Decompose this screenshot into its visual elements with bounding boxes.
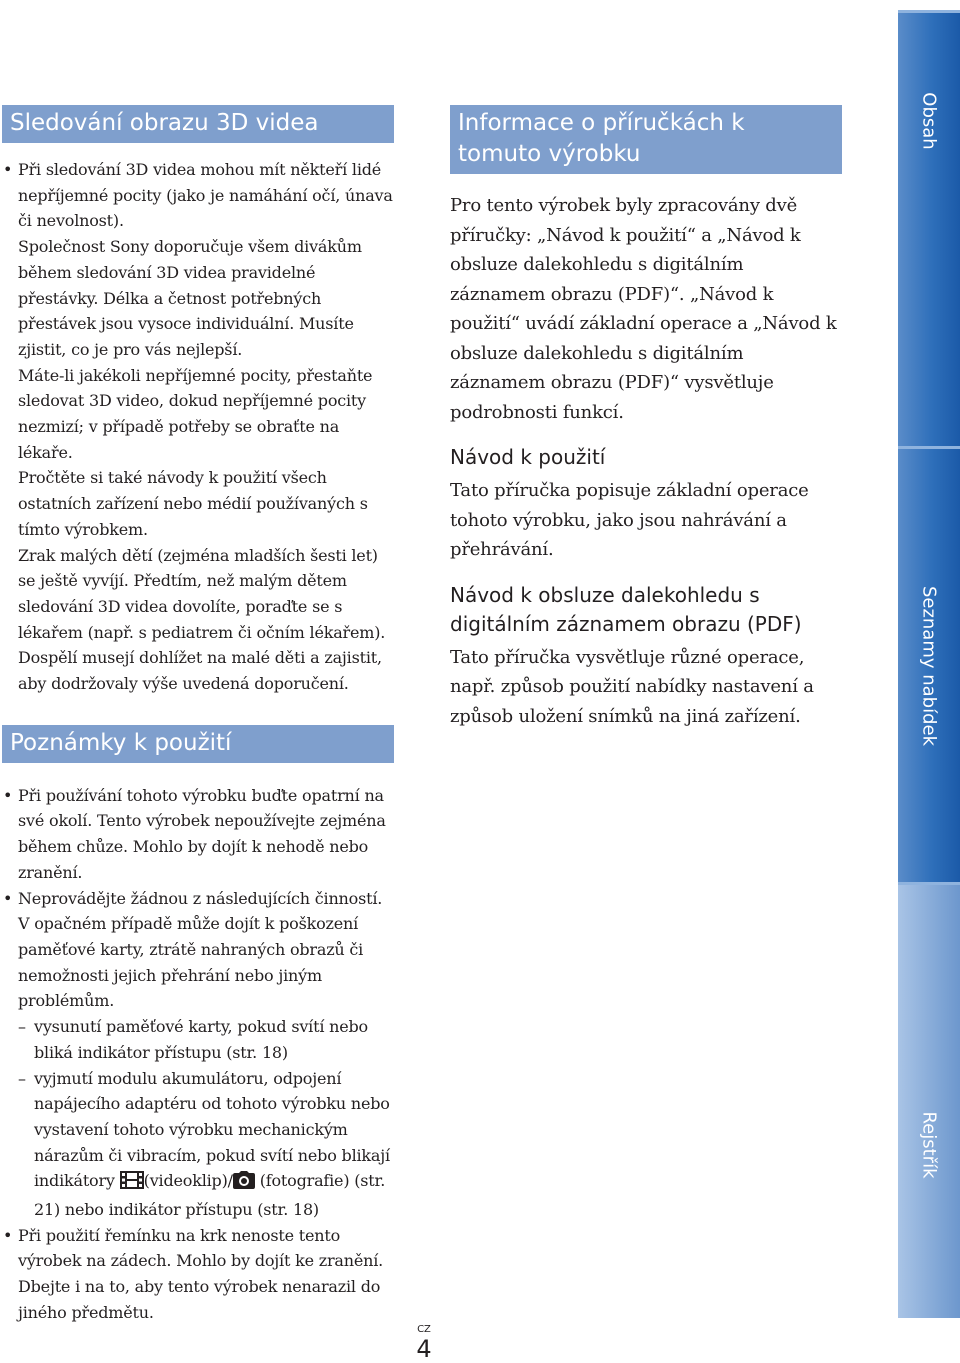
bullet-list-notes	[2, 783, 394, 1326]
film-icon	[120, 1171, 144, 1197]
bullet-text: • Při sledování 3D videa mohou mít někteří lidé nepříjemné pocity (jako je namáhání očí, únava či nevolnost).	[18, 160, 393, 231]
tab-index[interactable]	[898, 882, 960, 1318]
bullet-text: Při používání tohoto výrobku buďte opatrní na své okolí. Tento výrobek nepoužívejte zejména během chůze. Mohlo by dojít k nehodě nebo zranění.	[18, 785, 386, 882]
list-item	[2, 886, 394, 1223]
list-item	[2, 157, 394, 697]
list-item	[2, 1223, 394, 1326]
tab-label: Obsah	[918, 92, 940, 150]
camera-icon	[233, 1171, 255, 1197]
dash-text: vyjmutí modulu akumulátoru, odpojení napájecího adaptéru od tohoto výrobku nebo vystavení tohoto výrobku mechanickým nárazům či vibracím, pokud svítí nebo blikají indikátory	[34, 1068, 390, 1191]
page-number	[412, 1324, 436, 1362]
tab-label: Seznamy nabídek	[918, 585, 940, 746]
section-heading-notes: Poznámky k použití	[2, 725, 394, 763]
subheading-manual: Návod k použití	[450, 445, 606, 469]
section-heading-manuals: Informace o příručkách k tomuto výrobku	[450, 105, 842, 174]
side-tabs	[898, 10, 960, 1318]
tab-menu-lists[interactable]	[898, 446, 960, 882]
bullet-text: Neprovádějte žádnou z následujících činností. V opačném případě může dojít k poškození paměťové karty, ztrátě nahraných obrazů či nemožnosti jejich přehrání nebo jiným problémům.	[18, 888, 383, 1011]
dash-text: vysunutí paměťové karty, pokud svítí nebo bliká indikátor přístupu (str. 18)	[34, 1017, 368, 1062]
bullet-list-3d	[2, 157, 394, 697]
dash-text: (videoklip)/	[143, 1171, 233, 1191]
list-item	[18, 1066, 394, 1223]
left-column	[2, 105, 394, 1326]
bullet-text: Zrak malých dětí (zejména mladších šesti let) se ještě vyvíjí. Předtím, než malým dětem sledování 3D videa dovolíte, poraďte se s lékařem (např. s pediatrem či očním lékařem). Dospělí musejí dohlížet na malé děti a zajistit, aby dodržovaly výše uvedená doporučení.	[18, 545, 386, 694]
right-column	[450, 105, 842, 731]
intro-text: Pro tento výrobek byly zpracovány dvě příručky: „Návod k použití“ a „Návod k obsluze dalekohledu s digitálním záznamem obrazu (PDF)“. „Návod k použití“ uvádí základní operace a „Návod k obsluze dalekohledu s digitálním záznamem obrazu (PDF)“ vysvětluje podrobnosti funkcí.	[450, 195, 837, 423]
manual-text: Tato příručka popisuje základní operace tohoto výrobku, jako jsou nahrávání a přehrávání.	[450, 480, 809, 560]
dash-list	[18, 1014, 394, 1223]
dash-text: (fotografie) (str. 21) nebo indikátor přístupu (str. 18)	[34, 1171, 386, 1220]
section-heading-3d: Sledování obrazu 3D videa	[2, 105, 394, 143]
subheading-pdf-manual: Návod k obsluze dalekohledu s digitálním záznamem obrazu (PDF)	[450, 582, 802, 636]
bullet-text: Máte-li jakékoli nepříjemné pocity, přestaňte sledovat 3D video, dokud nepříjemné pocity nezmizí; v případě potřeby se obraťte na lékaře.	[18, 365, 373, 462]
bullet-text: Pročtěte si také návody k použití všech ostatních zařízení nebo médií používaných s tímto výrobkem.	[18, 468, 368, 539]
bullet-text: Společnost Sony doporučuje všem divákům během sledování 3D videa pravidelné přestávky. Délka a četnost potřebných přestávek jsou vysoce individuální. Musíte zjistit, co je pro vás nejlepší.	[18, 237, 362, 359]
pdf-manual-text: Tato příručka vysvětluje různé operace, např. způsob použití nabídky nastavení a způsob uložení snímků na jiná zařízení.	[450, 646, 814, 727]
page-number-value: 4	[416, 1335, 432, 1363]
tab-label: Rejstřík	[918, 1111, 940, 1179]
page-language: CZ	[417, 1324, 431, 1335]
bullet-text: Při použití řemínku na krk nenoste tento výrobek na zádech. Mohlo by dojít ke zranění. Dbejte i na to, aby tento výrobek nenarazil do jiného předmětu.	[18, 1225, 384, 1322]
list-item	[18, 1014, 394, 1065]
tab-contents[interactable]	[898, 10, 960, 446]
list-item	[2, 783, 394, 886]
